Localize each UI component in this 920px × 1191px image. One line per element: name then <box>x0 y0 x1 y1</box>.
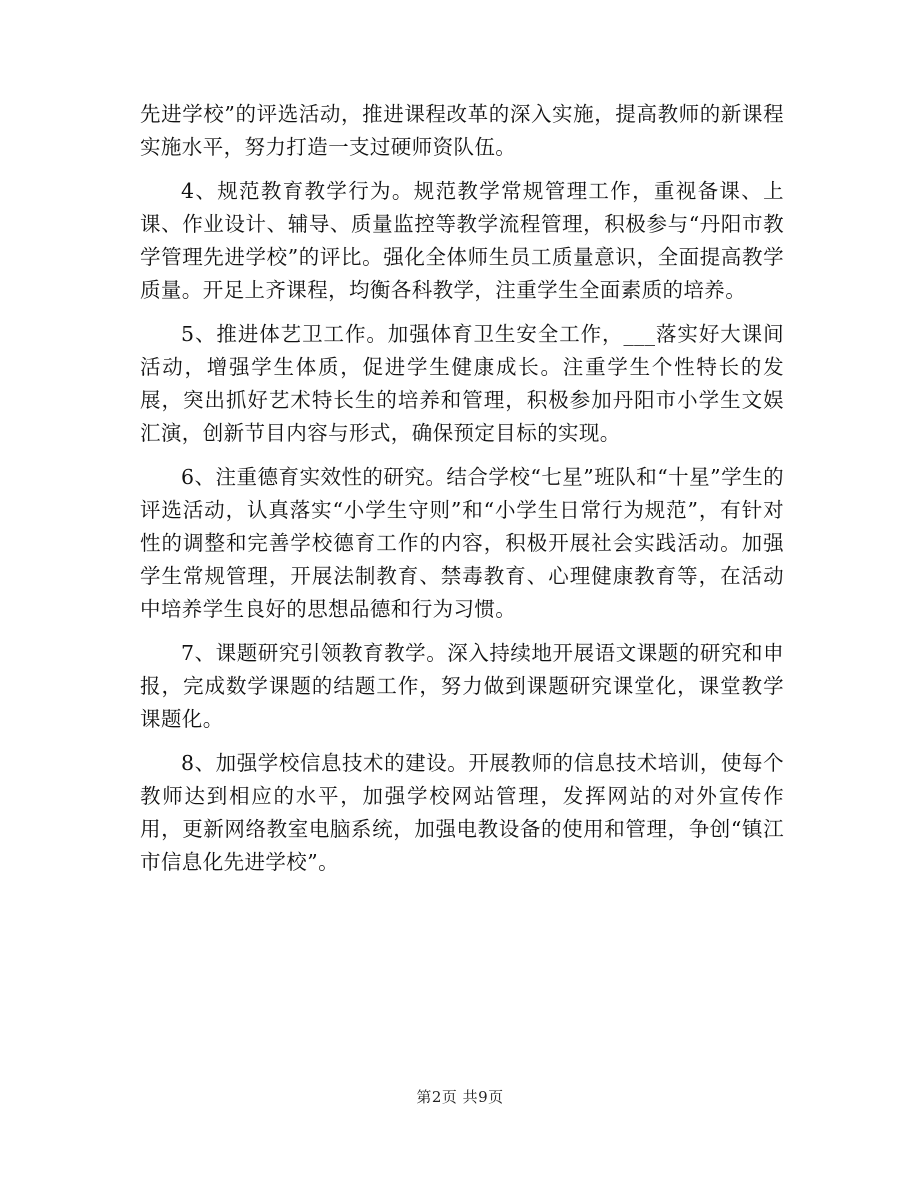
paragraph-item-8: 8、加强学校信息技术的建设。开展教师的信息技术培训，使每个教师达到相应的水平，加强学校网站管理，发挥网站的对外宣传作用，更新网络教室电脑系统，加强电教设备的使用和管理，争创“镇江市信息化先进学校”。 <box>140 751 784 874</box>
paragraph-item-6: 6、注重德育实效性的研究。结合学校“七星”班队和“十星”学生的评选活动，认真落实“小学生守则”和“小学生日常行为规范”，有针对性的调整和完善学校德育工作的内容，积极开展社会实践活动。加强学生常规管理，开展法制教育、禁毒教育、心理健康教育等，在活动中培养学生良好的思想品德和行为习惯。 <box>140 465 784 621</box>
paragraph-item-5: 5、推进体艺卫工作。加强体育卫生安全工作，___落实好大课间活动，增强学生体质，促进学生健康成长。注重学生个性特长的发展，突出抓好艺术特长生的培养和管理，积极参加丹阳市小学生文娱汇演，创新节目内容与形式，确保预定目标的实现。 <box>140 322 784 445</box>
paragraph-continuation: 先进学校”的评选活动，推进课程改革的深入实施，提高教师的新课程实施水平，努力打造一支过硬师资队伍。 <box>140 102 784 159</box>
page-number-footer: 第2页 共9页 <box>416 1088 504 1106</box>
document-body <box>140 98 784 879</box>
paragraph-item-7: 7、课题研究引领教育教学。深入持续地开展语文课题的研究和申报，完成数学课题的结题工作，努力做到课题研究课堂化，课堂教学课题化。 <box>140 641 784 731</box>
paragraph-item-4: 4、规范教育教学行为。规范教学常规管理工作，重视备课、上课、作业设计、辅导、质量监控等教学流程管理，积极参与“丹阳市教学管理先进学校”的评比。强化全体师生员工质量意识，全面提高教学质量。开足上齐课程，均衡各科教学，注重学生全面素质的培养。 <box>140 179 784 302</box>
